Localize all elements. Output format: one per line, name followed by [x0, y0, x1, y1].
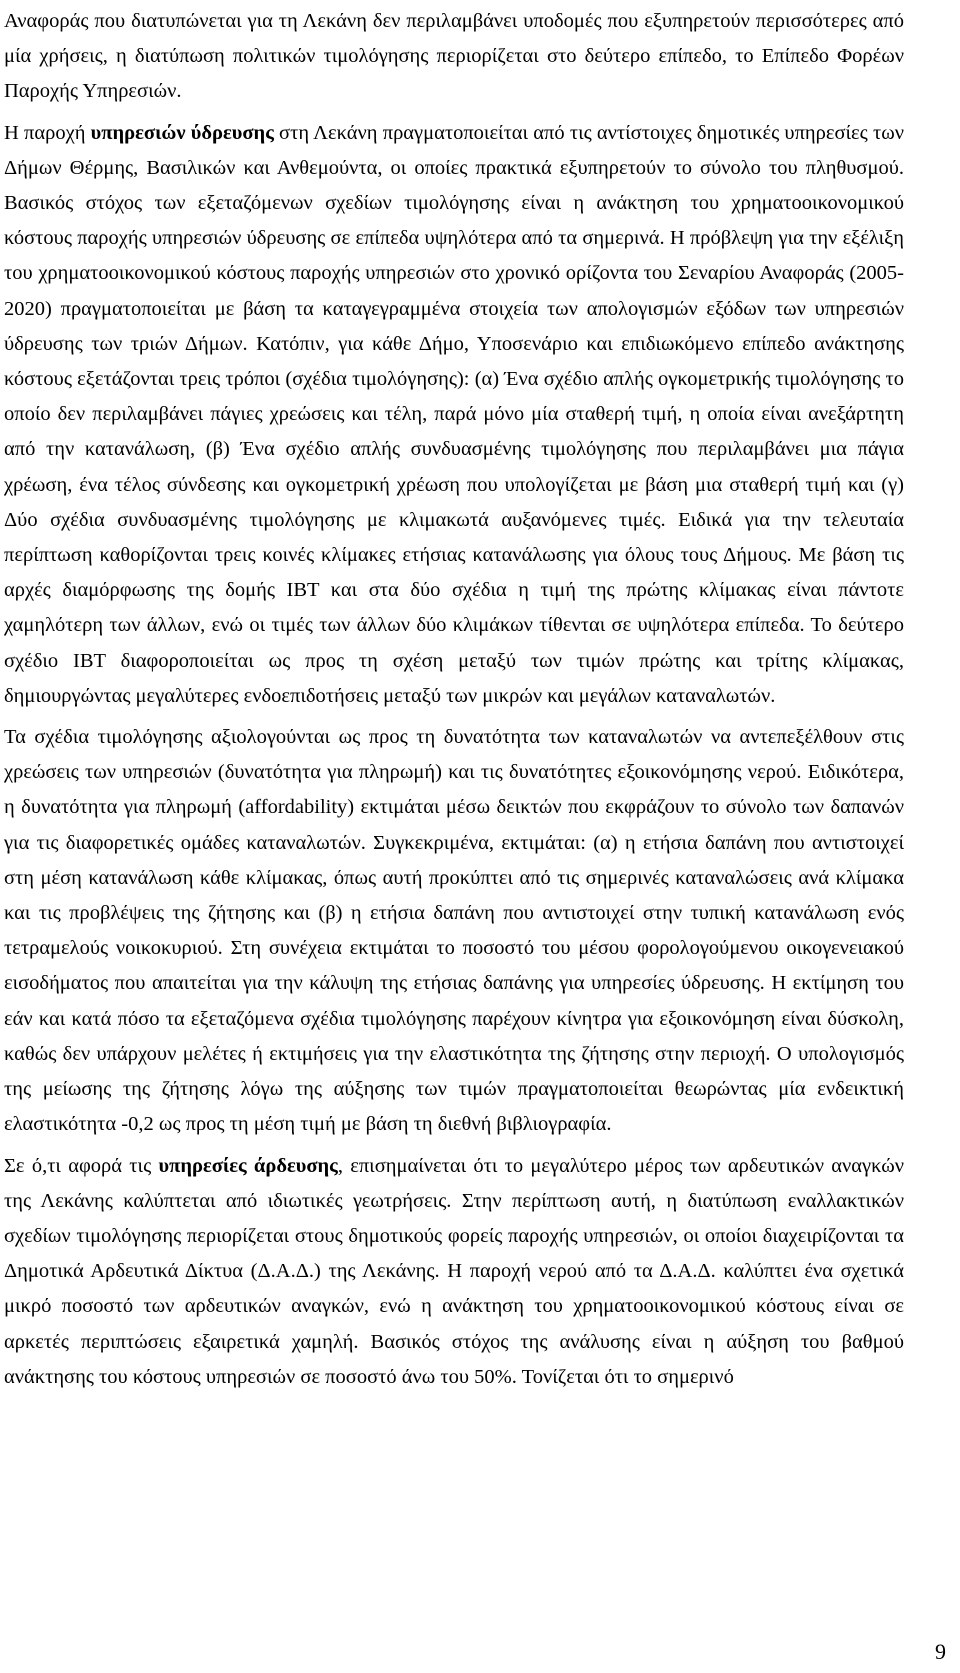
- paragraph-intro-continuation: [4, 4, 904, 110]
- page-number: 9: [935, 1639, 946, 1664]
- paragraph-irrigation-services: [4, 1149, 904, 1395]
- bold-term-irrigation: υπηρεσίες άρδευσης: [158, 1154, 338, 1177]
- text-run: Αναφοράς που διατυπώνεται για τη Λεκάνη δεν περιλαμβάνει υποδομές που εξυπηρετούν περισσότερες από μία χρήσεις, η διατύπωση πολιτικών τιμολόγησης περιορίζεται στο δεύτερο επίπεδο, το Επίπεδο Φορέων Παροχής Υπηρεσιών.: [4, 10, 904, 103]
- text-run: Τα σχέδια τιμολόγησης αξιολογούνται ως προς τη δυνατότητα των καταναλωτών να αντεπεξέλθουν στις χρεώσεις των υπηρεσιών (δυνατότητα για πληρωμή) και τις δυνατότητες εξοικονόμησης νερού. Ειδικότερα, η δυνατότητα για πληρωμή (affordability) εκτιμάται μέσω δεικτών που εκφράζουν το σύνολο των δαπανών για τις διαφορετικές ομάδες καταναλωτών. Συγκεκριμένα, εκτιμάται: (α) η ετήσια δαπάνη που αντιστοιχεί στη μέση κατανάλωση κάθε κλίμακας, όπως αυτή προκύπτει από τις σημερινές καταναλώσεις ανά κλίμακα και τις προβλέψεις της ζήτησης και (β) η ετήσια δαπάνη που αντιστοιχεί στην τυπική κατανάλωση ενός τετραμελούς νοικοκυριού. Στη συνέχεια εκτιμάται το ποσοστό του μέσου φορολογούμενου οικογενειακού εισοδήματος που απαιτείται για την κάλυψη της ετήσιας δαπάνης για υπηρεσίες ύδρευσης. Η εκτίμηση του εάν και κατά πόσο τα εξεταζόμενα σχέδια τιμολόγησης παρέχουν κίνητρα για εξοικονόμηση είναι δύσκολη, καθώς δεν υπάρχουν μελέτες ή εκτιμήσεις για την ελαστικότητα της ζήτησης στην περιοχή. Ο υπολογισμός της μείωσης της ζήτησης λόγω της αύξησης των τιμών πραγματοποιείται θεωρώντας μία ενδεικτική ελαστικότητα -0,2 ως προς τη μέση τιμή με βάση τη διεθνή βιβλιογραφία.: [4, 726, 904, 1136]
- text-run: , επισημαίνεται ότι το μεγαλύτερο μέρος των αρδευτικών αναγκών της Λεκάνης καλύπτεται από ιδιωτικές γεωτρήσεις. Στην περίπτωση αυτή, η διατύπωση εναλλακτικών σχεδίων τιμολόγησης περιορίζεται στους δημοτικούς φορείς παροχής υπηρεσιών, οι οποίοι διαχειρίζονται τα Δημοτικά Αρδευτικά Δίκτυα (Δ.Α.Δ.) της Λεκάνης. Η παροχή νερού από τα Δ.Α.Δ. καλύπτει ένα σχετικά μικρό ποσοστό των αρδευτικών αναγκών, ενώ η ανάκτηση του χρηματοοικονομικού κόστους είναι σε αρκετές περιπτώσεις εξαιρετικά χαμηλή. Βασικός στόχος της ανάλυσης είναι η αύξηση του βαθμού ανάκτησης του κόστους υπηρεσιών σε ποσοστό άνω του 50%. Τονίζεται ότι το σημερινό: [4, 1154, 904, 1388]
- text-run: στη Λεκάνη πραγματοποιείται από τις αντίστοιχες δημοτικές υπηρεσίες των Δήμων Θέρμης, Βασιλικών και Ανθεμούντα, οι οποίες πρακτικά εξυπηρετούν το σύνολο του πληθυσμού. Βασικός στόχος των εξεταζόμενων σχεδίων τιμολόγησης είναι η ανάκτηση του χρηματοοικονομικού κόστους παροχής υπηρεσιών ύδρευσης σε επίπεδα υψηλότερα από τα σημερινά. Η πρόβλεψη για την εξέλιξη του χρηματοοικονομικού κόστους παροχής υπηρεσιών στο χρονικό ορίζοντα του Σεναρίου Αναφοράς (2005-2020) πραγματοποιείται με βάση τα καταγεγραμμένα στοιχεία των απολογισμών εξόδων των υπηρεσιών ύδρευσης των τριών Δήμων. Κατόπιν, για κάθε Δήμο, Υποσενάριο και επιδιωκόμενο επίπεδο ανάκτησης κόστους εξετάζονται τρεις τρόποι (σχέδια τιμολόγησης): (α) Ένα σχέδιο απλής ογκομετρικής τιμολόγησης το οποίο δεν περιλαμβάνει πάγιες χρεώσεις και τέλη, παρά μόνο μία σταθερή τιμή, η οποία είναι ανεξάρτητη από την κατανάλωση, (β) Ένα σχέδιο απλής συνδυασμένης τιμολόγησης που περιλαμβάνει μια πάγια χρέωση, ένα τέλος σύνδεσης και ογκομετρική χρέωση που υπολογίζεται με βάση μια σταθερή τιμή και (γ) Δύο σχέδια συνδυασμένης τιμολόγησης με κλιμακωτά αυξανόμενες τιμές. Ειδικά για την τελευταία περίπτωση καθορίζονται τρεις κοινές κλίμακες ετήσιας κατανάλωσης για όλους τους Δήμους. Με βάση τις αρχές διαμόρφωσης της δομής IBT και στα δύο σχέδια η τιμή της πρώτης κλίμακας είναι πάντοτε χαμηλότερη των άλλων, ενώ οι τιμές των άλλων δύο κλιμάκων τίθενται σε υψηλότερα επίπεδα. Το δεύτερο σχέδιο IBT διαφοροποιείται ως προς τη σχέση μεταξύ των τιμών πρώτης και τρίτης κλίμακας, δημιουργώντας μεγαλύτερες ενδοεπιδοτήσεις μεταξύ των μικρών και μεγάλων καταναλωτών.: [4, 121, 904, 707]
- paragraph-water-supply-services: [4, 116, 904, 714]
- text-run: Η παροχή: [4, 121, 91, 144]
- bold-term-water-supply: υπηρεσιών ύδρευσης: [90, 121, 274, 144]
- paragraph-affordability-evaluation: [4, 720, 904, 1142]
- body-text: [4, 4, 904, 1395]
- text-run: Σε ό,τι αφορά τις: [4, 1154, 159, 1177]
